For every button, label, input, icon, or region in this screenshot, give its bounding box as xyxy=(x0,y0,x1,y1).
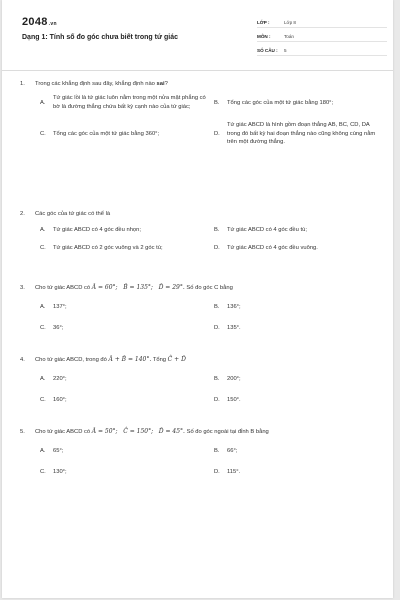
option-text: Tứ giác ABCD có 2 góc vuông và 2 góc tù; xyxy=(53,244,163,251)
question-text-part: Số đo góc ngoài tại đỉnh B bằng xyxy=(186,429,269,435)
option-text: Tứ giác ABCD có 4 góc đều nhọn; xyxy=(53,227,141,234)
meta-row-class xyxy=(257,17,387,28)
option-a[interactable] xyxy=(40,94,214,111)
option-text: Tứ giác lồi là tứ giác luôn nằm trong một nửa mặt phẳng có bờ là đường thẳng chứa bất kỳ cạnh nào của tứ giác; xyxy=(53,95,206,110)
option-d[interactable] xyxy=(214,244,388,252)
option-letter: A. xyxy=(40,447,46,454)
question-number: 1. xyxy=(20,81,25,87)
option-letter: C. xyxy=(40,130,46,137)
question-text-part: ? xyxy=(164,81,168,87)
option-c[interactable] xyxy=(40,324,214,332)
option-b[interactable] xyxy=(214,226,388,234)
option-text: 136°; xyxy=(227,303,241,310)
option-text: 150°. xyxy=(227,397,241,404)
question-3 xyxy=(20,284,380,332)
option-text: 115°. xyxy=(227,469,241,476)
option-b[interactable] xyxy=(214,375,388,383)
option-text: Tứ giác ABCD có 4 góc đều vuông. xyxy=(227,244,318,251)
logo xyxy=(22,16,57,28)
question-text-emphasis: sai xyxy=(156,81,165,87)
math-expression: Ĉ + D̂ xyxy=(167,356,186,363)
option-text: 36°; xyxy=(53,325,64,332)
question-number: 4. xyxy=(20,357,25,363)
question-number: 5. xyxy=(20,429,25,435)
option-text: 65°; xyxy=(53,447,64,454)
option-text: Tổng các góc của một tứ giác bằng 180°; xyxy=(227,99,334,106)
math-expression: D̂ = 45°. xyxy=(158,428,185,435)
option-letter: B. xyxy=(214,227,220,234)
header-divider xyxy=(2,70,393,71)
question-text-part: Tổng xyxy=(152,357,167,363)
option-text: Tứ giác ABCD là hình gồm đoạn thẳng AB, BC, CD, DA trong đó bất kỳ hai đoạn thẳng nào cũng không cùng nằm trên một đường thẳng. xyxy=(227,122,376,145)
option-text: 130°; xyxy=(53,469,67,476)
option-letter: A. xyxy=(40,99,46,106)
option-letter: D. xyxy=(214,325,220,332)
option-letter: B. xyxy=(214,447,220,454)
option-text: 200°; xyxy=(227,375,241,382)
option-text: 135°. xyxy=(227,325,241,332)
logo-text: 2048 xyxy=(22,16,48,28)
math-expression: Ĉ = 150°; xyxy=(123,428,154,435)
question-text xyxy=(35,356,380,365)
question-1 xyxy=(20,80,380,146)
math-expression: Â = 60°; xyxy=(91,284,118,291)
worksheet-page xyxy=(2,0,393,598)
math-expression: B̂ = 135°; xyxy=(123,284,153,291)
option-text: 137°; xyxy=(53,303,67,310)
meta-row-count xyxy=(257,45,387,56)
option-c[interactable] xyxy=(40,396,214,404)
question-text-part: Cho tứ giác ABCD có xyxy=(35,429,91,435)
meta-value: Lớp 8 xyxy=(284,19,296,25)
option-a[interactable] xyxy=(40,447,214,455)
math-expression: Â + B̂ = 140°. xyxy=(108,356,152,363)
question-text-part: Trong các khẳng định sau đây, khẳng định nào xyxy=(35,81,157,87)
option-letter: A. xyxy=(40,375,46,382)
question-text xyxy=(35,284,380,293)
question-text-part: Cho tứ giác ABCD có xyxy=(35,285,91,291)
option-text: Tổng các góc của một tứ giác bằng 360°; xyxy=(53,130,160,137)
page-title: Dạng 1: Tính số đo góc chưa biết trong tứ giác xyxy=(22,34,178,41)
option-letter: A. xyxy=(40,227,46,234)
question-number: 3. xyxy=(20,285,25,291)
option-c[interactable] xyxy=(40,244,214,252)
question-text xyxy=(35,80,380,88)
option-c[interactable] xyxy=(40,121,214,146)
question-text-part: Số đo góc C bằng xyxy=(186,285,233,291)
option-letter: B. xyxy=(214,375,220,382)
question-text xyxy=(35,428,380,437)
option-letter: A. xyxy=(40,303,46,310)
meta-label: LỚP : xyxy=(257,19,270,25)
option-letter: C. xyxy=(40,469,46,476)
option-a[interactable] xyxy=(40,375,214,383)
option-letter: C. xyxy=(40,397,46,404)
meta-label: MÔN : xyxy=(257,33,271,39)
option-a[interactable] xyxy=(40,303,214,311)
meta-value: 5 xyxy=(284,47,287,53)
option-text: 66°; xyxy=(227,447,238,454)
question-5 xyxy=(20,428,380,476)
option-text: Tứ giác ABCD có 4 góc đều tù; xyxy=(227,227,307,234)
option-letter: C. xyxy=(40,244,46,251)
option-b[interactable] xyxy=(214,303,388,311)
logo-suffix: .vn xyxy=(48,21,57,27)
option-letter: D. xyxy=(214,244,220,251)
option-c[interactable] xyxy=(40,468,214,476)
meta-row-subject xyxy=(257,31,387,42)
question-text: Các góc của tứ giác có thể là xyxy=(35,211,111,217)
option-d[interactable] xyxy=(214,396,388,404)
option-letter: B. xyxy=(214,99,220,106)
option-d[interactable] xyxy=(214,121,388,146)
option-b[interactable] xyxy=(214,447,388,455)
option-b[interactable] xyxy=(214,94,388,111)
option-text: 160°; xyxy=(53,397,67,404)
meta-panel xyxy=(257,17,387,59)
option-letter: D. xyxy=(214,397,220,404)
option-letter: B. xyxy=(214,303,220,310)
math-expression: D̂ = 29°. xyxy=(158,284,185,291)
option-letter: C. xyxy=(40,325,46,332)
question-4 xyxy=(20,356,380,404)
question-2 xyxy=(20,210,380,252)
option-a[interactable] xyxy=(40,226,214,234)
meta-label: SỐ CÂU : xyxy=(257,47,278,53)
question-text-part: Cho tứ giác ABCD, trong đó xyxy=(35,357,107,363)
option-text: 220°; xyxy=(53,375,67,382)
math-expression: Â = 50°; xyxy=(91,428,118,435)
option-d[interactable] xyxy=(214,324,388,332)
option-d[interactable] xyxy=(214,468,388,476)
option-letter: D. xyxy=(214,130,220,137)
meta-value: Toán xyxy=(284,33,294,39)
question-number: 2. xyxy=(20,211,25,217)
option-letter: D. xyxy=(214,469,220,476)
